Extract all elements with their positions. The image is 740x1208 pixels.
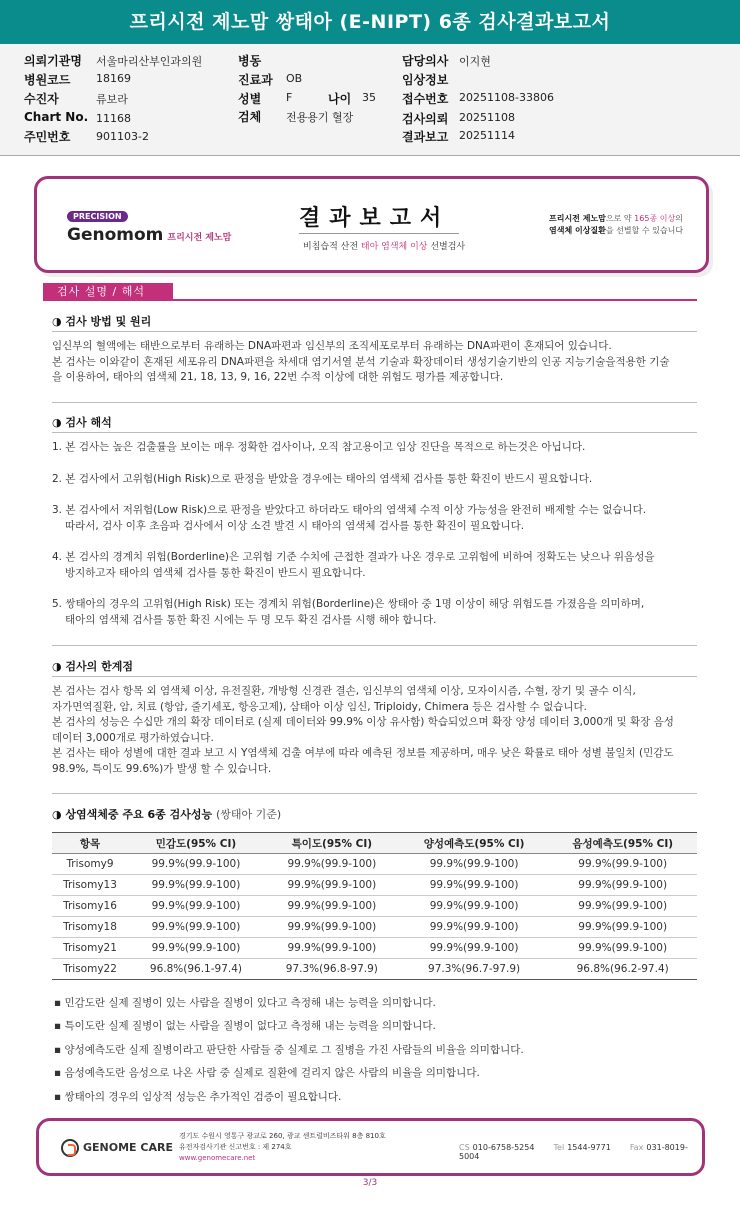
address-line: 경기도 수원시 영통구 광교로 260, 광교 센트럴비즈타워 8층 810호 [179, 1132, 386, 1140]
table-cell: 99.9%(99.9-100) [128, 875, 264, 896]
table-cell: 99.9%(99.9-100) [264, 896, 400, 917]
method-heading: ◑ 검사 방법 및 원리 [52, 315, 152, 328]
table-body [52, 854, 697, 980]
table-cell: 99.9%(99.9-100) [264, 917, 400, 938]
tel-label: Tel [553, 1143, 565, 1152]
value-department: OB [286, 72, 303, 85]
footer-address [179, 1131, 386, 1164]
row-label: Trisomy13 [52, 875, 128, 896]
row-label: Trisomy22 [52, 959, 128, 980]
method-line: 임신부의 혈액에는 태반으로부터 유래하는 DNA파편과 임신부의 조직세포로부터 유래하는 DNA파편이 혼재되어 있습니다. [52, 340, 612, 352]
table-cell: 99.9%(99.9-100) [264, 854, 400, 875]
brand-name: Genomom [67, 225, 164, 245]
value-chart-no: 11168 [96, 112, 131, 125]
table-cell: 99.9%(99.9-100) [400, 938, 549, 959]
patient-info-panel [0, 44, 740, 156]
column-header: 음성예측도(95% CI) [548, 833, 697, 854]
table-cell: 99.9%(99.9-100) [548, 917, 697, 938]
table-cell: 99.9%(99.9-100) [400, 896, 549, 917]
limits-line: 본 검사는 검사 항목 외 염색체 이상, 유전질환, 개방형 신경관 결손, 임신부의 염색체 이상, 모자이시즘, 수혈, 장기 및 골수 이식, [52, 685, 636, 697]
interp-line: 4. 본 검사의 경계치 위험(Borderline)은 고위험 기준 수치에 근접한 결과가 나온 경우로 고위험에 비하여 정확도는 낮으나 위음성을 [52, 551, 655, 563]
column-header: 특이도(95% CI) [264, 833, 400, 854]
genome-care-name: GENOME CARE [83, 1141, 173, 1154]
subtitle-post: 선별검사 [427, 242, 466, 252]
footer [36, 1118, 705, 1176]
table-row [52, 875, 697, 896]
subtitle-highlight: 태아 염색체 이상 [360, 242, 428, 252]
section-rule [52, 402, 697, 403]
row-label: Trisomy9 [52, 854, 128, 875]
method-text [52, 339, 702, 386]
note-item: ▪ 쌍태아의 경우의 임상적 성능은 추가적인 검증이 필요합니다. [54, 1091, 342, 1103]
value-patient-name: 류보라 [96, 93, 128, 106]
table-cell: 99.9%(99.9-100) [128, 938, 264, 959]
table-cell: 96.8%(96.2-97.4) [548, 959, 697, 980]
limits-line: 98.9%, 특이도 99.6%)가 발생 할 수 있습니다. [52, 762, 272, 775]
fax-label: Fax [629, 1143, 644, 1152]
value-doctor: 이지현 [459, 55, 491, 68]
tagline-line2: 을 선별할 수 있습니다 [605, 226, 684, 235]
interp-line: 5. 쌍태아의 경우의 고위험(High Risk) 또는 경계치 위험(Borderline)은 쌍태아 중 1명 이상이 해당 위험도를 가졌음을 의미하며, [52, 598, 645, 610]
section-rule [52, 793, 697, 794]
table-row [52, 854, 697, 875]
performance-heading-note: (쌍태아 기준) [215, 808, 282, 821]
license-line: 유전자검사기관 신고번호 : 제 274호 [179, 1143, 292, 1151]
report-header-card [34, 176, 709, 273]
result-report-subtitle [303, 239, 465, 252]
label-clinical-info: 임상정보 [402, 73, 449, 87]
fax-number: 031-8019-5004 [459, 1143, 688, 1161]
method-rule [52, 331, 697, 332]
note-item: ▪ 양성예측도란 실제 질병이라고 판단한 사람들 중 실제로 그 질병을 가진 사람들의 비율을 의미합니다. [54, 1044, 524, 1056]
interp-item-3 [52, 503, 702, 534]
genome-care-logo [61, 1139, 173, 1157]
table-cell: 97.3%(96.7-97.9) [400, 959, 549, 980]
row-label: Trisomy18 [52, 917, 128, 938]
table-cell: 99.9%(99.9-100) [400, 854, 549, 875]
card-tagline [549, 213, 699, 237]
label-doctor: 담당의사 [402, 54, 449, 68]
label-patient-name: 수진자 [24, 92, 59, 106]
table-cell: 97.3%(96.8-97.9) [264, 959, 400, 980]
column-header: 항목 [52, 833, 128, 854]
limits-rule [52, 676, 697, 677]
performance-table [52, 832, 697, 980]
value-resident-no: 901103-2 [96, 130, 149, 143]
table-row [52, 959, 697, 980]
interp-item-5 [52, 597, 702, 628]
table-cell: 99.9%(99.9-100) [128, 917, 264, 938]
limits-line: 자가면역질환, 암, 치료 (항암, 줄기세포, 항응고제), 삼태아 이상 임신, Triploidy, Chimera 등은 검사할 수 없습니다. [52, 700, 588, 713]
interpretation-heading: ◑ 검사 해석 [52, 416, 112, 429]
label-ward: 병동 [238, 54, 262, 68]
label-institution: 의뢰기관명 [24, 54, 82, 68]
table-row [52, 938, 697, 959]
performance-heading [52, 806, 281, 822]
row-label: Trisomy16 [52, 896, 128, 917]
label-receipt-no: 접수번호 [402, 92, 449, 106]
tagline-post: 의 [675, 214, 683, 223]
method-line: 본 검사는 이와같이 혼재된 세포유리 DNA파편을 차세대 염기서열 분석 기술과 확장데이터 생성기술기반의 인공 지능기술을적용한 기술 [52, 355, 670, 368]
label-sex: 성별 [238, 92, 262, 106]
table-cell: 99.9%(99.9-100) [128, 896, 264, 917]
table-cell: 99.9%(99.9-100) [548, 896, 697, 917]
section-rule [52, 645, 697, 646]
tagline-count: 165종 이상 [634, 214, 676, 223]
table-row [52, 917, 697, 938]
interp-item-2: 2. 본 검사에서 고위험(High Risk)으로 판정을 받았을 경우에는 태아의 염색체 검사를 통한 확진이 반드시 필요합니다. [52, 473, 593, 485]
tagline-brand: 프리시전 제노맘 [549, 214, 606, 223]
title-divider [299, 233, 459, 234]
precision-badge: PRECISION [67, 211, 128, 222]
value-report-date: 20251114 [459, 129, 515, 142]
table-cell: 99.9%(99.9-100) [128, 854, 264, 875]
note-item: ▪ 특이도란 실제 질병이 없는 사람을 질병이 없다고 측정해 내는 능력을 의미합니다. [54, 1020, 436, 1032]
method-line: 을 이용하여, 태아의 염색체 21, 18, 13, 9, 16, 22번 수적 이상에 대한 위험도 평가를 제공합니다. [52, 371, 504, 383]
section-tab: 검사 설명 / 해석 [43, 283, 173, 300]
label-chart-no: Chart No. [24, 110, 89, 124]
genomom-logo [67, 225, 231, 245]
brand-sub: 프리시전 제노맘 [167, 233, 232, 243]
table-cell: 99.9%(99.9-100) [264, 938, 400, 959]
label-request-date: 검사의뢰 [402, 112, 449, 126]
value-specimen: 전용용기 혈장 [286, 111, 354, 124]
limits-text [52, 684, 702, 777]
performance-heading-text: ◑ 상염색체중 주요 6종 검사성능 [52, 808, 213, 821]
table-cell: 99.9%(99.9-100) [548, 938, 697, 959]
table-cell: 99.9%(99.9-100) [264, 875, 400, 896]
subtitle-pre: 비침습적 산전 [303, 242, 361, 252]
interp-line: 3. 본 검사에서 저위험(Low Risk)으로 판정을 받았다고 하더라도 태아의 염색체 수적 이상 가능성을 완전히 배제할 수는 없습니다. [52, 504, 647, 516]
interp-line: 태아의 염색체 검사를 통한 확진 시에는 두 명 모두 확진 검사를 시행 해야 합니다. [65, 613, 437, 626]
table-cell: 99.9%(99.9-100) [400, 917, 549, 938]
table-cell: 99.9%(99.9-100) [548, 854, 697, 875]
value-age: 35 [362, 91, 376, 104]
page-number: 3/3 [362, 1178, 378, 1188]
interp-item-1: 1. 본 검사는 높은 검출률을 보이는 매우 정확한 검사이나, 오직 참고용이고 임상 진단을 목적으로 하는것은 아닙니다. [52, 441, 586, 453]
value-request-date: 20251108 [459, 111, 515, 124]
column-header: 민감도(95% CI) [128, 833, 264, 854]
label-specimen: 검체 [238, 110, 262, 124]
interp-line: 따라서, 검사 이후 초음파 검사에서 이상 소견 발견 시 태아의 염색체 검사를 통한 확진이 필요합니다. [65, 519, 525, 532]
label-resident-no: 주민번호 [24, 130, 71, 144]
interp-item-4 [52, 550, 702, 581]
label-age: 나이 [328, 92, 352, 106]
tel-number: 1544-9771 [567, 1143, 611, 1152]
table-header-row [52, 833, 697, 854]
label-hospital-code: 병원코드 [24, 73, 71, 87]
label-report-date: 결과보고 [402, 130, 449, 144]
table-cell: 99.9%(99.9-100) [400, 875, 549, 896]
value-sex: F [286, 91, 293, 104]
interpretation-rule [52, 432, 697, 433]
column-header: 양성예측도(95% CI) [400, 833, 549, 854]
table-row [52, 896, 697, 917]
website-link[interactable]: www.genomecare.net [179, 1154, 256, 1162]
result-report-title: 결과보고서 [299, 206, 451, 231]
section-divider [43, 299, 697, 301]
value-receipt-no: 20251108-33806 [459, 91, 554, 104]
limits-line: 본 검사의 성능은 수십만 개의 확장 데이터로 (실제 데이터와 99.9% 이상 유사함) 학습되었으며 확장 양성 데이터 3,000개 및 확장 음성 [52, 716, 674, 728]
table-cell: 96.8%(96.1-97.4) [128, 959, 264, 980]
limits-heading: ◑ 검사의 한계점 [52, 660, 134, 673]
report-title: 프리시전 제노맘 쌍태아 (E-NIPT) 6종 검사결과보고서 [0, 0, 740, 44]
interp-line: 방지하고자 태아의 염색체 검사를 통한 확진이 반드시 필요합니다. [65, 566, 366, 579]
value-hospital-code: 18169 [96, 72, 131, 85]
footer-contact [459, 1143, 702, 1161]
limits-line: 본 검사는 태아 성별에 대한 결과 보고 시 Y염색체 검출 여부에 따라 예측된 정보를 제공하며, 매우 낮은 확률로 태아 성별 불일치 (민감도 [52, 747, 674, 759]
genome-care-icon [61, 1139, 79, 1157]
label-department: 진료과 [238, 73, 273, 87]
tagline-line2-bold: 염색체 이상질환 [549, 226, 606, 235]
note-item: ▪ 음성예측도란 음성으로 나온 사람 중 실제로 질환에 걸리지 않은 사람의 비율을 의미합니다. [54, 1067, 480, 1079]
tagline-mid: 으로 약 [605, 214, 635, 223]
table-cell: 99.9%(99.9-100) [548, 875, 697, 896]
value-institution: 서울마리산부인과의원 [96, 55, 203, 68]
cs-number: 010-6758-5254 [472, 1143, 535, 1152]
note-item: ▪ 민감도란 실제 질병이 있는 사람을 질병이 있다고 측정해 내는 능력을 의미합니다. [54, 997, 436, 1009]
limits-line: 데이터 3,000개로 평가하였습니다. [52, 731, 214, 744]
row-label: Trisomy21 [52, 938, 128, 959]
cs-label: CS [459, 1143, 470, 1152]
